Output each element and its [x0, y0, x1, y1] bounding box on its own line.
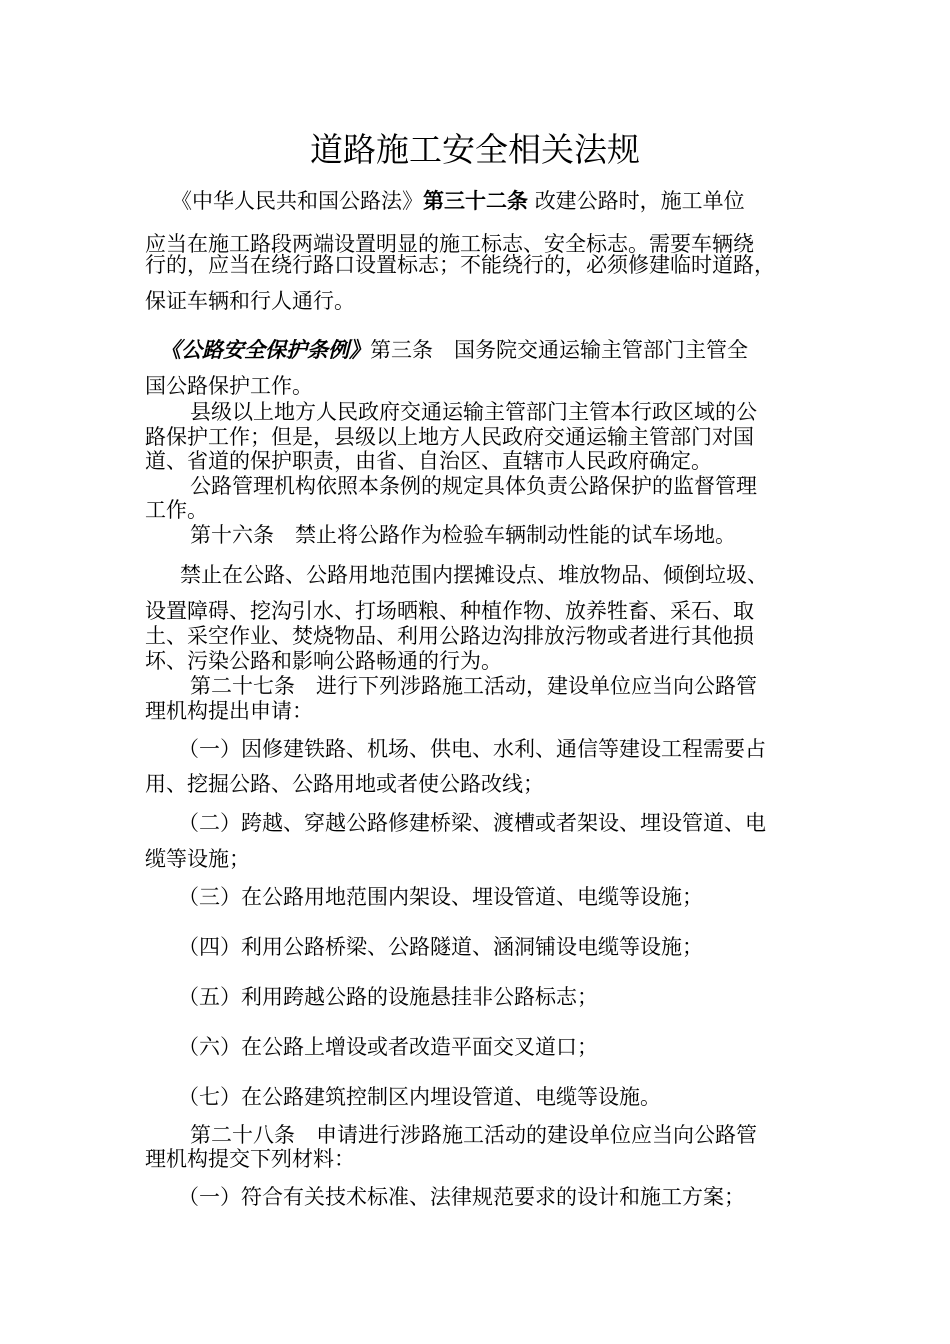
- text-line: 公路管理机构依照本条例的规定具体负责公路保护的监督管理: [190, 474, 757, 498]
- text-line: 第二十八条 申请进行涉路施工活动的建设单位应当向公路管: [190, 1123, 757, 1147]
- law-name: 《中华人民共和国公路法》: [171, 189, 423, 213]
- text-line: 行的，应当在绕行路口设置标志；不能绕行的，必须修建临时道路，: [145, 253, 775, 277]
- text-line: 理机构提交下列材料：: [145, 1147, 355, 1171]
- text-line: 理机构提出申请：: [145, 699, 313, 723]
- article-number: 第三十二条: [423, 189, 528, 213]
- law-article-line: [160, 337, 748, 363]
- text-line: 工作。: [145, 498, 208, 522]
- list-item: （一）因修建铁路、机场、供电、水利、通信等建设工程需要占: [178, 737, 766, 761]
- list-item: （五）利用跨越公路的设施悬挂非公路标志；: [178, 985, 598, 1009]
- page-title: 道路施工安全相关法规: [310, 130, 640, 169]
- list-item: （一）符合有关技术标准、法律规范要求的设计和施工方案；: [178, 1185, 745, 1209]
- text-line: 保证车辆和行人通行。: [145, 289, 355, 313]
- text-line: 道、省道的保护职责，由省、自治区、直辖市人民政府确定。: [145, 449, 712, 473]
- law-name: 《公路安全保护条例》: [160, 337, 370, 362]
- list-item: （四）利用公路桥梁、公路隧道、涵洞铺设电缆等设施；: [178, 935, 703, 959]
- list-item: 用、挖掘公路、公路用地或者使公路改线；: [145, 772, 544, 796]
- list-item: （三）在公路用地范围内架设、埋设管道、电缆等设施；: [178, 885, 703, 909]
- list-item: （七）在公路建筑控制区内埋设管道、电缆等设施。: [178, 1085, 661, 1109]
- text-line: 禁止在公路、公路用地范围内摆摊设点、堆放物品、倾倒垃圾、: [180, 563, 768, 587]
- text-line: 第十六条 禁止将公路作为检验车辆制动性能的试车场地。: [190, 523, 736, 547]
- text-line: 路保护工作；但是，县级以上地方人民政府交通运输主管部门对国: [145, 425, 754, 449]
- law-article-line: [171, 188, 745, 214]
- text-line: 国公路保护工作。: [145, 374, 313, 398]
- text-line: 坏、污染公路和影响公路畅通的行为。: [145, 649, 502, 673]
- list-item: 缆等设施；: [145, 847, 250, 871]
- text-line: 土、采空作业、焚烧物品、利用公路边沟排放污物或者进行其他损: [145, 624, 754, 648]
- list-item: （二）跨越、穿越公路修建桥梁、渡槽或者架设、埋设管道、电: [178, 811, 766, 835]
- list-item: （六）在公路上增设或者改造平面交叉道口；: [178, 1035, 598, 1059]
- text-line: 第二十七条 进行下列涉路施工活动，建设单位应当向公路管: [190, 674, 757, 698]
- text-line: 应当在施工路段两端设置明显的施工标志、安全标志。需要车辆绕: [145, 232, 754, 256]
- text-line: 改建公路时，施工单位: [534, 189, 745, 213]
- text-line: 设置障碍、挖沟引水、打场晒粮、种植作物、放养牲畜、采石、取: [145, 599, 754, 623]
- text-line: 县级以上地方人民政府交通运输主管部门主管本行政区域的公: [190, 400, 757, 424]
- text-line: 第三条 国务院交通运输主管部门主管全: [370, 338, 748, 362]
